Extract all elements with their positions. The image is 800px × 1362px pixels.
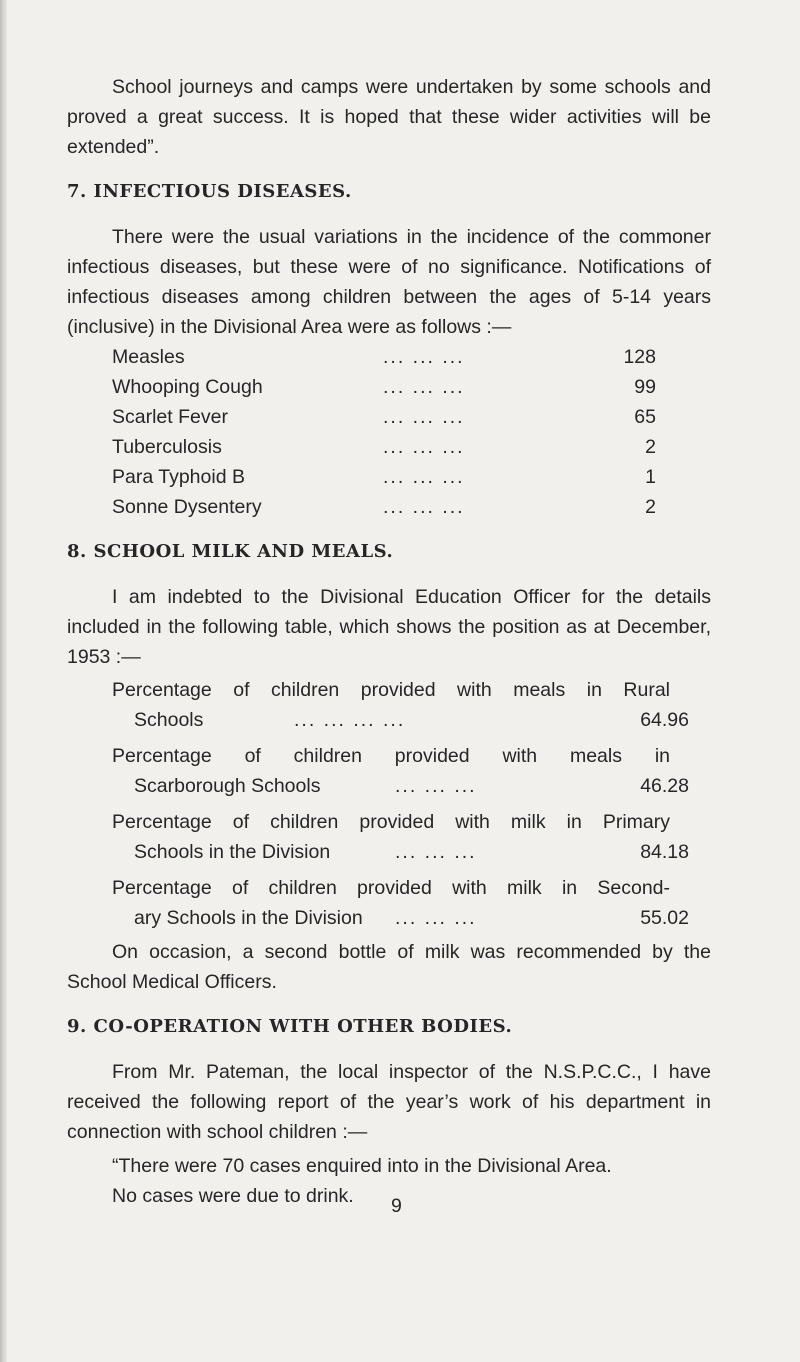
milk-item-description: Percentage of children provided with milk in Primary [112,811,670,833]
section-7-heading: 7. INFECTIOUS DISEASES. [67,181,352,202]
quote-line-2: No cases were due to drink. [112,1185,354,1207]
disease-count: 2 [645,496,656,518]
milk-item-value: 46.28 [640,775,689,797]
section-9-paragraph: From Mr. Pateman, the local inspector of the N.S.P.C.C., I have received the following report of the year’s work of his department in connection with school children :— [67,1061,711,1143]
disease-row [112,372,711,402]
dot-leader: ... ... ... [383,406,465,428]
disease-row [112,342,711,372]
disease-name: Tuberculosis [112,436,222,458]
dot-leader: ... ... ... [395,841,477,863]
milk-item-subject: Schools [134,709,204,731]
milk-item-description: Percentage of children provided with meals in [112,745,670,767]
dot-leader: ... ... ... [383,376,465,398]
disease-name: Scarlet Fever [112,406,228,428]
section-8-closing: On occasion, a second bottle of milk was recommended by the School Medical Officers. [67,941,711,993]
dot-leader: ... ... ... ... [294,709,406,731]
dot-leader: ... ... ... [383,496,465,518]
disease-name: Sonne Dysentery [112,496,262,518]
milk-item-description: Percentage of children provided with milk in Second- [112,877,670,899]
disease-count: 99 [634,376,656,398]
section-8-paragraph: I am indebted to the Divisional Education Officer for the details included in the following table, which shows the position as at December, 1953 :— [67,586,711,668]
milk-meals-item [112,873,711,933]
disease-name: Whooping Cough [112,376,263,398]
milk-item-subject: Scarborough Schools [134,775,321,797]
document-page [67,72,711,1211]
milk-meals-item [112,807,711,867]
dot-leader: ... ... ... [395,775,477,797]
dot-leader: ... ... ... [395,907,477,929]
dot-leader: ... ... ... [383,436,465,458]
disease-row [112,402,711,432]
disease-count: 2 [645,436,656,458]
milk-meals-table [67,675,711,933]
disease-row [112,462,711,492]
section-9-heading: 9. CO-OPERATION WITH OTHER BODIES. [67,1016,513,1037]
disease-count: 128 [623,346,656,368]
section-7-paragraph: There were the usual variations in the incidence of the commoner infectious diseases, but these were of no significance. Notifications of infectious diseases among children between the ages of 5-14 years (inclusive) in the Divisional Area were as follows :— [67,226,711,338]
disease-count: 65 [634,406,656,428]
milk-item-value: 84.18 [640,841,689,863]
milk-meals-item [112,675,711,735]
milk-item-subject: Schools in the Division [134,841,331,863]
disease-row [112,432,711,462]
intro-paragraph: School journeys and camps were undertaken by some schools and proved a great success. It is hoped that these wider activities will be extended”. [67,76,711,158]
dot-leader: ... ... ... [383,466,465,488]
disease-row [112,492,711,522]
page-spine-edge [0,0,7,1362]
milk-meals-item [112,741,711,801]
disease-count: 1 [645,466,656,488]
milk-item-value: 64.96 [640,709,689,731]
quote-line-1: “There were 70 cases enquired into in the Divisional Area. [112,1155,612,1177]
milk-item-subject: ary Schools in the Division [134,907,363,929]
disease-table [67,342,711,522]
milk-item-value: 55.02 [640,907,689,929]
page-number: 9 [391,1195,402,1217]
milk-item-description: Percentage of children provided with meals in Rural [112,679,670,701]
section-8-heading: 8. SCHOOL MILK AND MEALS. [67,541,394,562]
disease-name: Para Typhoid B [112,466,245,488]
disease-name: Measles [112,346,185,368]
dot-leader: ... ... ... [383,346,465,368]
